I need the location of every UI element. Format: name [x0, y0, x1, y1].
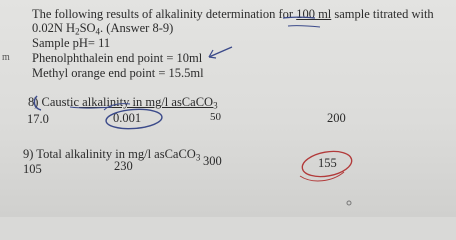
- question-8-rest: alkalinity in mg/l asCaCO: [79, 95, 214, 109]
- q8-option-d: 200: [327, 111, 346, 125]
- question-8-number: 8): [28, 95, 39, 109]
- volume-underline-mark-2: [288, 26, 320, 27]
- reagent-sub-1: 2: [75, 26, 80, 37]
- q8-option-b: 0.001: [113, 111, 142, 125]
- intro-line-1: [32, 8, 434, 21]
- q9-option-b: 230: [114, 159, 133, 173]
- reagent-suffix: . (Answer 8-9): [100, 21, 174, 35]
- question-8-caustic: Caustic: [41, 95, 80, 109]
- question-9-text: 9) Total alkalinity in mg/l asCaCO: [23, 147, 196, 161]
- intro-line-1-suffix: sample titrated with: [331, 7, 434, 21]
- methyl-orange-end-point: Methyl orange end point = 15.5ml: [32, 66, 204, 80]
- paper-dot: [347, 201, 351, 205]
- question-8-label: [28, 96, 218, 110]
- check-arrow-icon: [209, 50, 216, 58]
- question-9-sub: 3: [195, 152, 201, 163]
- sample-ph: Sample pH= 11: [32, 36, 111, 50]
- sample-volume: 100 ml: [296, 7, 332, 21]
- margin-mark: m: [2, 52, 10, 63]
- question-8-sub: 3: [213, 100, 218, 111]
- q9-option-d: 155: [318, 156, 337, 170]
- check-mark-icon: [209, 47, 232, 57]
- q9-circle-tail: [300, 172, 344, 181]
- q9-option-c: 300: [203, 154, 222, 168]
- reagent-prefix: 0.02N H: [32, 21, 76, 35]
- reagent-sub-2: 4: [95, 26, 101, 37]
- q8-option-a: 17.0: [27, 112, 49, 126]
- q8-option-c: 50: [210, 111, 221, 123]
- q9-option-a: 105: [23, 162, 42, 176]
- intro-line-1-prefix: The following results of alkalinity determination for: [32, 7, 297, 21]
- reagent-mid: SO: [79, 21, 96, 35]
- phenolphthalein-end-point: Phenolphthalein end point = 10ml: [32, 51, 203, 65]
- reagent-line: [32, 22, 173, 36]
- question-9-label: [23, 148, 200, 162]
